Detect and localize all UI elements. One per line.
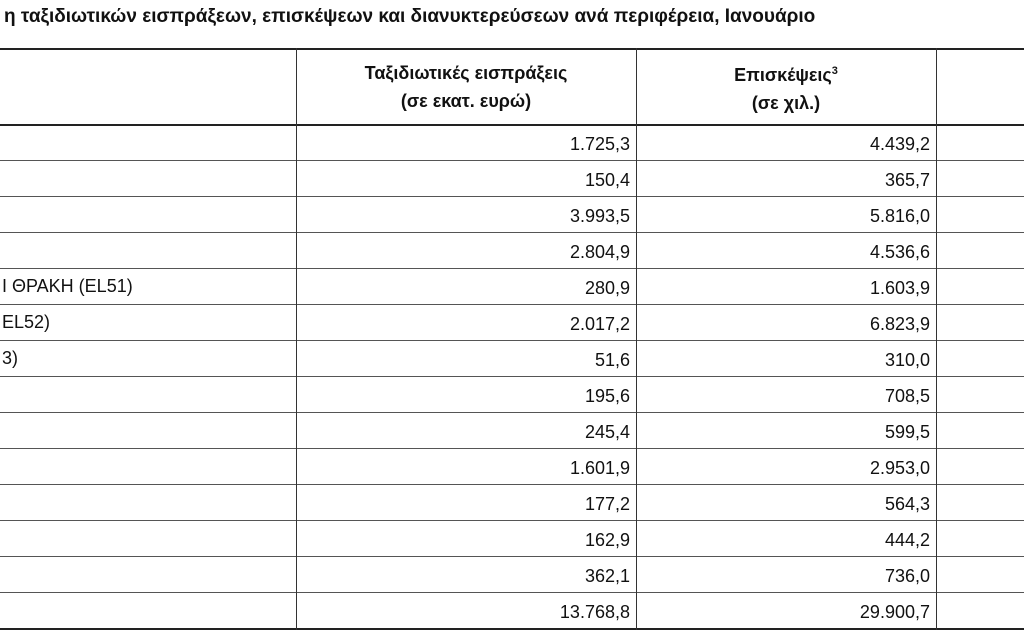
visits-cell: 2.953,0	[869, 458, 930, 478]
receipts-cell: 1.601,9	[569, 458, 630, 478]
receipts-cell: 2.017,2	[569, 314, 630, 334]
receipts-cell: 2.804,9	[569, 242, 630, 262]
receipts-cell: 195,6	[584, 386, 630, 406]
visits-cell: 444,2	[884, 530, 930, 550]
visits-cell: 599,5	[884, 422, 930, 442]
column-header-visits-line2: (σε χιλ.)	[751, 93, 821, 113]
table-title: η ταξιδιωτικών εισπράξεων, επισκέψεων και διανυκτερεύσεων ανά περιφέρεια, Ιανουάριο	[4, 6, 816, 27]
row-label: 3)	[2, 348, 19, 368]
row-label	[0, 592, 294, 628]
receipts-cell: 362,1	[584, 566, 630, 586]
row-label	[0, 520, 294, 556]
row-label	[0, 448, 294, 484]
receipts-cell: 177,2	[584, 494, 630, 514]
visits-cell: 4.536,6	[869, 242, 930, 262]
visits-cell: 29.900,7	[859, 602, 930, 622]
row-label	[0, 124, 294, 160]
receipts-cell: 13.768,8	[559, 602, 630, 622]
column-header-receipts-line1: Ταξιδιωτικές εισπράξεις	[364, 63, 568, 83]
column-header-receipts-line2: (σε εκατ. ευρώ)	[400, 91, 532, 111]
row-label	[0, 232, 294, 268]
row-label	[0, 556, 294, 592]
table-top-border	[0, 48, 1024, 50]
receipts-cell: 3.993,5	[569, 206, 630, 226]
row-label	[0, 376, 294, 412]
row-label	[0, 484, 294, 520]
receipts-cell: 51,6	[594, 350, 630, 370]
receipts-cell: 1.725,3	[569, 134, 630, 154]
row-label	[0, 196, 294, 232]
column-header-visits	[638, 50, 934, 124]
visits-cell: 1.603,9	[869, 278, 930, 298]
row-label: Ι ΘΡΑΚΗ (EL51)	[2, 276, 133, 296]
visits-cell: 708,5	[884, 386, 930, 406]
visits-cell: 6.823,9	[869, 314, 930, 334]
receipts-cell: 245,4	[584, 422, 630, 442]
row-label	[0, 160, 294, 196]
visits-cell: 310,0	[884, 350, 930, 370]
row-label: EL52)	[2, 312, 51, 332]
visits-cell: 736,0	[884, 566, 930, 586]
receipts-cell: 162,9	[584, 530, 630, 550]
visits-cell: 4.439,2	[869, 134, 930, 154]
column-header-visits-line1-wrap	[734, 57, 838, 89]
visits-cell: 564,3	[884, 494, 930, 514]
visits-cell: 365,7	[884, 170, 930, 190]
column-header-visits-line1: Επισκέψεις	[734, 65, 832, 85]
visits-cell: 5.816,0	[869, 206, 930, 226]
receipts-cell: 150,4	[584, 170, 630, 190]
column-header-visits-footnote: 3	[831, 65, 838, 77]
column-divider	[936, 48, 937, 630]
receipts-cell: 280,9	[584, 278, 630, 298]
column-header-receipts	[296, 50, 636, 124]
row-label	[0, 412, 294, 448]
